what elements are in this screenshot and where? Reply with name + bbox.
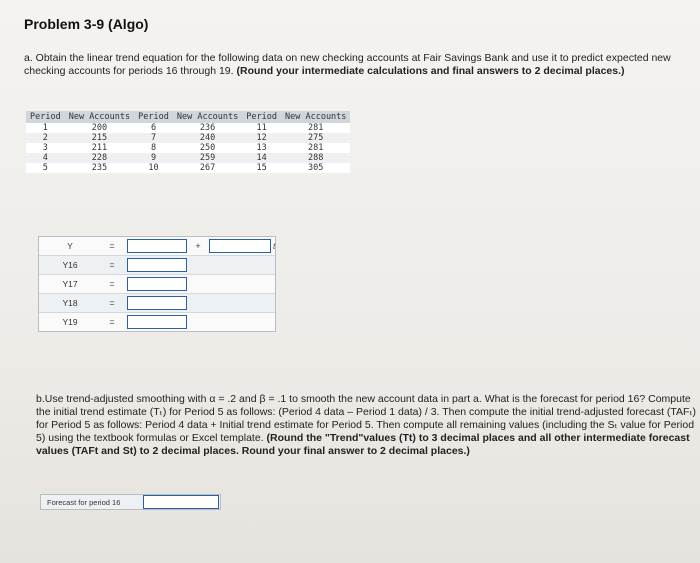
equals-sign: =: [109, 260, 115, 270]
part-a-question: [24, 52, 700, 78]
cell: 13: [242, 143, 281, 153]
cell: 14: [242, 153, 281, 163]
table-row: [26, 163, 350, 173]
slope-input[interactable]: [209, 239, 271, 253]
part-a-text: a. Obtain the linear trend equation for the following data on new checking accounts at Fair Savings Bank and use it to predict expected new checking accounts for periods 16 through 19.: [24, 52, 671, 77]
forecast-label: Y16: [62, 260, 78, 270]
problem-title: Problem 3-9 (Algo): [24, 16, 149, 32]
cell: 12: [242, 133, 281, 143]
cell: 200: [65, 123, 134, 133]
forecast-label: Y18: [62, 298, 78, 308]
cell: 281: [281, 143, 350, 153]
equals-sign: =: [109, 298, 115, 308]
col-header: New Accounts: [173, 111, 242, 123]
col-header: New Accounts: [65, 111, 134, 123]
part-b-question: [36, 393, 700, 458]
forecast-label: Y19: [62, 317, 78, 327]
equals-sign: =: [109, 279, 115, 289]
cell: 259: [173, 153, 242, 163]
cell: 5: [26, 163, 65, 173]
equals-sign: =: [109, 241, 115, 251]
y18-input[interactable]: [127, 296, 187, 310]
forecast-row: [39, 294, 275, 313]
cell: 3: [26, 143, 65, 153]
cell: 288: [281, 153, 350, 163]
cell: 1: [26, 123, 65, 133]
cell: 228: [65, 153, 134, 163]
forecast-period-16-label: Forecast for period 16: [47, 497, 121, 507]
forecast-row: [39, 275, 275, 294]
cell: 7: [134, 133, 173, 143]
forecast-period-16-input[interactable]: [143, 495, 219, 509]
y16-input[interactable]: [127, 258, 187, 272]
trend-equation-grid: [38, 236, 276, 332]
forecast-label: Y17: [62, 279, 78, 289]
col-header: Period: [26, 111, 65, 123]
table-row: [26, 143, 350, 153]
cell: 236: [173, 123, 242, 133]
cell: 8: [134, 143, 173, 153]
forecast-row: [39, 256, 275, 275]
cell: 9: [134, 153, 173, 163]
cell: 275: [281, 133, 350, 143]
t-variable: t: [273, 241, 276, 251]
intercept-input[interactable]: [127, 239, 187, 253]
cell: 211: [65, 143, 134, 153]
table-row: [26, 123, 350, 133]
cell: 11: [242, 123, 281, 133]
cell: 215: [65, 133, 134, 143]
cell: 2: [26, 133, 65, 143]
y19-input[interactable]: [127, 315, 187, 329]
equation-label: Y: [67, 241, 73, 251]
accounts-table: [26, 111, 350, 173]
cell: 240: [173, 133, 242, 143]
forecast-period-16-row: [40, 494, 221, 510]
col-header: Period: [242, 111, 281, 123]
table-header-row: [26, 111, 350, 123]
cell: 4: [26, 153, 65, 163]
part-a-bold: (Round your intermediate calculations and final answers to 2 decimal places.): [236, 65, 625, 77]
part-b-text: b.Use trend-adjusted smoothing with α = .2 and β = .1 to smooth the new account data in part a. What is the forecast for period 16? Compute the initial trend estimate (Tₜ) for Period 5 as follows: (Period 4 data – Period 1 data) / 3. Then compute the initial trend-adjusted forecast (TAFₜ) for Period 5 as follows: Period 4 data + Initial trend estimate for Period 5. Then compute all remaining values (including the Sₜ value for Period 5) using the textbook formulas or Excel template.: [36, 393, 697, 444]
cell: 267: [173, 163, 242, 173]
cell: 15: [242, 163, 281, 173]
cell: 6: [134, 123, 173, 133]
equation-row: [39, 237, 275, 256]
equals-sign: =: [109, 317, 115, 327]
y17-input[interactable]: [127, 277, 187, 291]
col-header: Period: [134, 111, 173, 123]
cell: 250: [173, 143, 242, 153]
forecast-row: [39, 313, 275, 331]
col-header: New Accounts: [281, 111, 350, 123]
table-row: [26, 133, 350, 143]
cell: 281: [281, 123, 350, 133]
cell: 305: [281, 163, 350, 173]
cell: 10: [134, 163, 173, 173]
cell: 235: [65, 163, 134, 173]
plus-sign: +: [195, 241, 201, 251]
table-row: [26, 153, 350, 163]
part-b-bold: (Round the "Trend"values (Tt) to 3 decimal places and all other intermediate forecast values (TAFt and St) to 2 decimal places. Round your final answer to 2 decimal places.): [36, 432, 690, 457]
